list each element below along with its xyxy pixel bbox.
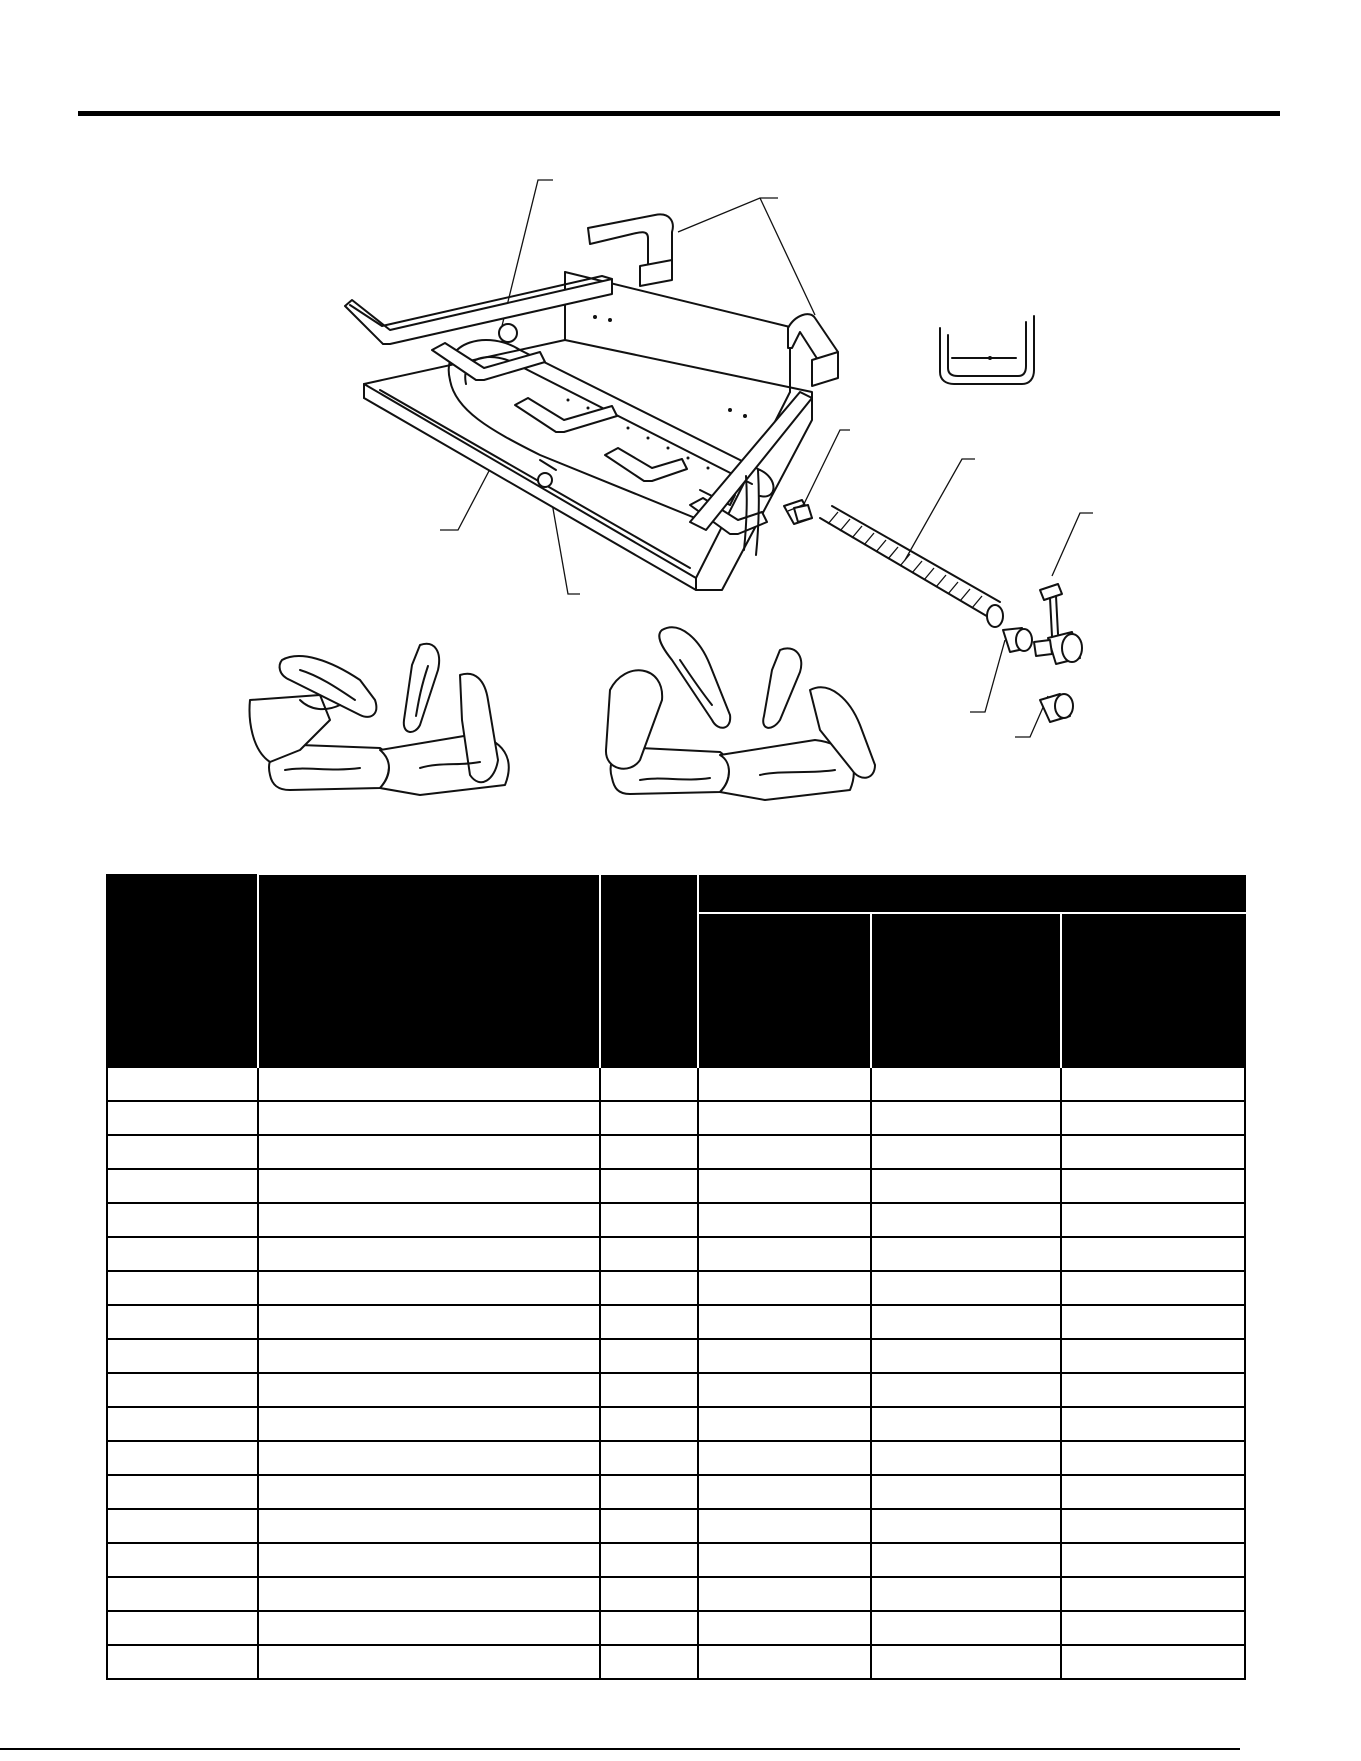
table-cell xyxy=(600,1237,698,1271)
table-cell xyxy=(698,1339,871,1373)
table-cell xyxy=(107,1577,258,1611)
table-cell xyxy=(871,1271,1060,1305)
table-cell xyxy=(107,1135,258,1169)
table-cell xyxy=(698,1577,871,1611)
table-row xyxy=(107,1645,1245,1679)
header-cell xyxy=(600,875,698,1067)
table-cell xyxy=(698,1271,871,1305)
table-cell xyxy=(871,1237,1060,1271)
table-cell xyxy=(258,1373,600,1407)
table-cell xyxy=(871,1407,1060,1441)
table-cell xyxy=(698,1407,871,1441)
table-cell xyxy=(1061,1373,1245,1407)
table-cell xyxy=(698,1203,871,1237)
table-row xyxy=(107,1067,1245,1101)
table-cell xyxy=(107,1543,258,1577)
table-row xyxy=(107,1305,1245,1339)
table-cell xyxy=(600,1067,698,1101)
header-cell xyxy=(698,913,871,1067)
table-cell xyxy=(1061,1509,1245,1543)
table-cell xyxy=(107,1611,258,1645)
table-cell xyxy=(107,1237,258,1271)
table-cell xyxy=(600,1373,698,1407)
header-cell xyxy=(1061,913,1245,1067)
table-cell xyxy=(258,1577,600,1611)
table-cell xyxy=(871,1577,1060,1611)
table-cell xyxy=(698,1305,871,1339)
table-cell xyxy=(600,1407,698,1441)
table-row xyxy=(107,1509,1245,1543)
table-cell xyxy=(107,1509,258,1543)
table-cell xyxy=(698,1101,871,1135)
log-support-clip xyxy=(940,316,1034,384)
table-cell xyxy=(600,1271,698,1305)
table-cell xyxy=(258,1237,600,1271)
table-cell xyxy=(258,1339,600,1373)
footer-rule xyxy=(0,1748,1240,1750)
table-cell xyxy=(107,1305,258,1339)
table-cell xyxy=(871,1135,1060,1169)
table-cell xyxy=(107,1169,258,1203)
table-cell xyxy=(258,1645,600,1679)
table-cell xyxy=(107,1271,258,1305)
header-cell xyxy=(698,875,1245,913)
table-cell xyxy=(1061,1577,1245,1611)
table-cell xyxy=(600,1611,698,1645)
table-row xyxy=(107,1169,1245,1203)
table-cell xyxy=(600,1441,698,1475)
table-cell xyxy=(871,1373,1060,1407)
table-cell xyxy=(258,1407,600,1441)
table-cell xyxy=(1061,1407,1245,1441)
table-cell xyxy=(107,1101,258,1135)
table-cell xyxy=(1061,1135,1245,1169)
table-row xyxy=(107,1203,1245,1237)
table-cell xyxy=(107,1373,258,1407)
table-header-row-top xyxy=(107,875,1245,913)
table-cell xyxy=(600,1475,698,1509)
table-cell xyxy=(698,1645,871,1679)
table-cell xyxy=(258,1271,600,1305)
table-cell xyxy=(698,1543,871,1577)
table-row xyxy=(107,1271,1245,1305)
table-cell xyxy=(258,1169,600,1203)
table-cell xyxy=(698,1475,871,1509)
table-cell xyxy=(1061,1543,1245,1577)
table-cell xyxy=(600,1543,698,1577)
table-cell xyxy=(871,1169,1060,1203)
table-cell xyxy=(258,1067,600,1101)
table-cell xyxy=(871,1305,1060,1339)
valve-key xyxy=(1040,584,1062,636)
table-cell xyxy=(258,1509,600,1543)
table-cell xyxy=(107,1407,258,1441)
table-cell xyxy=(258,1305,600,1339)
table-cell xyxy=(1061,1645,1245,1679)
table-cell xyxy=(871,1509,1060,1543)
table-cell xyxy=(698,1135,871,1169)
log-set-b xyxy=(606,627,875,800)
table-cell xyxy=(1061,1067,1245,1101)
table-row xyxy=(107,1339,1245,1373)
table-cell xyxy=(258,1611,600,1645)
table-row xyxy=(107,1101,1245,1135)
table-cell xyxy=(871,1475,1060,1509)
table-cell xyxy=(871,1645,1060,1679)
table-cell xyxy=(1061,1101,1245,1135)
table-cell xyxy=(1061,1441,1245,1475)
table-cell xyxy=(871,1067,1060,1101)
table-cell xyxy=(107,1339,258,1373)
table-cell xyxy=(1061,1475,1245,1509)
table-cell xyxy=(258,1441,600,1475)
table-cell xyxy=(1061,1339,1245,1373)
table-cell xyxy=(107,1203,258,1237)
table-row xyxy=(107,1237,1245,1271)
parts-table-body xyxy=(107,1067,1245,1679)
table-cell xyxy=(258,1203,600,1237)
table-cell xyxy=(871,1611,1060,1645)
table-cell xyxy=(600,1577,698,1611)
table-cell xyxy=(871,1339,1060,1373)
table-cell xyxy=(698,1067,871,1101)
table-cell xyxy=(698,1373,871,1407)
table-cell xyxy=(600,1101,698,1135)
flex-connector xyxy=(820,506,1003,627)
table-cell xyxy=(107,1475,258,1509)
header-cell xyxy=(871,913,1060,1067)
table-cell xyxy=(600,1509,698,1543)
table-cell xyxy=(1061,1271,1245,1305)
table-cell xyxy=(698,1509,871,1543)
table-row xyxy=(107,1407,1245,1441)
table-cell xyxy=(698,1611,871,1645)
table-cell xyxy=(698,1441,871,1475)
table-cell xyxy=(871,1543,1060,1577)
table-cell xyxy=(600,1305,698,1339)
table-cell xyxy=(258,1543,600,1577)
table-row xyxy=(107,1543,1245,1577)
table-cell xyxy=(1061,1203,1245,1237)
flare-fitting xyxy=(784,500,812,524)
page-number xyxy=(1244,1740,1304,1758)
table-row xyxy=(107,1611,1245,1645)
table-cell xyxy=(1061,1237,1245,1271)
table-cell xyxy=(600,1169,698,1203)
table-cell xyxy=(1061,1305,1245,1339)
table-cell xyxy=(600,1203,698,1237)
table-cell xyxy=(1061,1169,1245,1203)
table-cell xyxy=(107,1441,258,1475)
exploded-parts-diagram xyxy=(0,0,1361,860)
table-cell xyxy=(871,1101,1060,1135)
table-row xyxy=(107,1475,1245,1509)
table-cell xyxy=(871,1203,1060,1237)
table-cell xyxy=(107,1645,258,1679)
table-cell xyxy=(698,1169,871,1203)
table-cell xyxy=(258,1135,600,1169)
table-cell xyxy=(600,1135,698,1169)
table-cell xyxy=(600,1645,698,1679)
table-cell xyxy=(258,1475,600,1509)
table-row xyxy=(107,1441,1245,1475)
table-cell xyxy=(698,1237,871,1271)
table-cell xyxy=(871,1441,1060,1475)
log-set-a xyxy=(250,644,509,795)
table-cell xyxy=(258,1101,600,1135)
table-row xyxy=(107,1577,1245,1611)
table-cell xyxy=(1061,1611,1245,1645)
table-cell xyxy=(600,1339,698,1373)
table-row xyxy=(107,1373,1245,1407)
header-cell xyxy=(258,875,600,1067)
header-cell xyxy=(107,875,258,1067)
gas-valve xyxy=(1034,632,1082,664)
table-cell xyxy=(107,1067,258,1101)
table-row xyxy=(107,1135,1245,1169)
parts-table xyxy=(106,874,1246,1680)
